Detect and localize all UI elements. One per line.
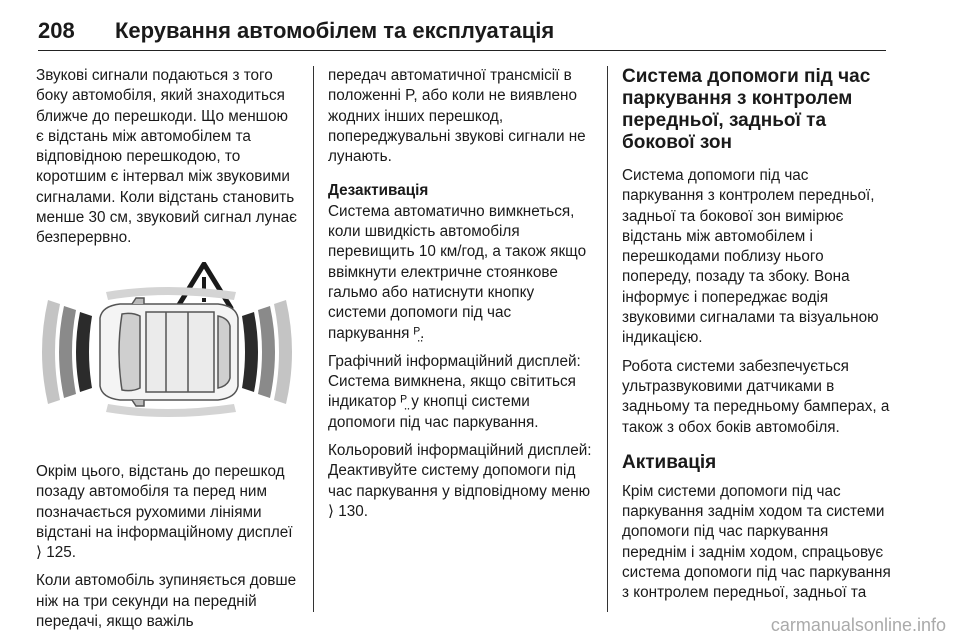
column-3 (622, 66, 894, 612)
page-header (38, 18, 886, 51)
paragraph: Система автоматично вимкнеться, коли швидкість автомобіля перевищить 10 км/год, а також якщо ввімкнути електричне стоянкове гальмо або натиснути кнопку системи допомоги під час паркування ᴾ̤. (328, 202, 587, 342)
paragraph: Окрім цього, відстань до перешкод позаду автомобіля та перед ним позначається рухомими лініями відстані на інформаційному дисплеї ⟩ 125. (36, 463, 293, 562)
column-divider (313, 66, 314, 612)
watermark: carmanualsonline.info (770, 615, 946, 635)
deactivation-heading: Дезактивація (328, 182, 429, 200)
car-top-view-icon (100, 298, 238, 406)
section-title: Система допомоги під час паркування з контролем передньої, задньої та бокової зон (622, 66, 871, 153)
paragraph: Крім системи допомоги під час паркування заднім ходом та системи допомоги під час паркування переднім і заднім ходом, спрацьовує система допомоги під час паркування з контролем передньої, задньої та (622, 482, 891, 602)
front-sensor-arcs (42, 300, 92, 404)
warning-triangle-icon (177, 264, 231, 308)
paragraph: передач автоматичної трансмісії в положенні P, або коли не виявлено жодних інших перешкод, попереджувальні звукові сигнали не лунають. (328, 67, 586, 166)
page-number: 208 (38, 18, 75, 43)
paragraph: Робота системи забезпечується ультразвуковими датчиками в задньому та передньому бамперах, а також з обох боків автомобіля. (622, 357, 890, 436)
paragraph: Звукові сигнали подаються з того боку автомобіля, який знаходиться ближче до перешкоди. Що меншою є відстань між автомобілем та відповідною перешкодою, то коротшим є інтервал між звуковими сигналами. Коли відстань становить менше 30 см, звуковий сигнал лунає безперервно. (36, 67, 297, 247)
column-2 (328, 66, 594, 530)
paragraph: Кольоровий інформаційний дисплей: Деактивуйте систему допомоги під час паркування у відповідному меню ⟩ 130. (328, 442, 592, 520)
column-1 (36, 66, 298, 257)
paragraph: Графічний інформаційний дисплей: Система вимкнена, якщо світиться індикатор ᴾ̤ у кнопці системи допомоги під час паркування. (328, 352, 581, 431)
column-divider (607, 66, 608, 612)
chapter-title: Керування автомобілем та експлуатація (115, 18, 555, 43)
paragraph: Система допомоги під час паркування з контролем передньої, задньої та бокової зон вимірює відстань між автомобілем і перешкодами поблизу нього попереду, позаду та збоку. Вона інформує і попереджає водія звуковими сигналами та візуальною індикацією. (622, 167, 879, 347)
paragraph: Коли автомобіль зупиняється довше ніж на три секунди на передній передачі, якщо важіль (36, 572, 297, 631)
column-1-lower (36, 462, 298, 640)
rear-sensor-arcs (242, 300, 292, 404)
parking-sensor-illustration (36, 262, 298, 438)
activation-heading: Активація (622, 451, 717, 473)
